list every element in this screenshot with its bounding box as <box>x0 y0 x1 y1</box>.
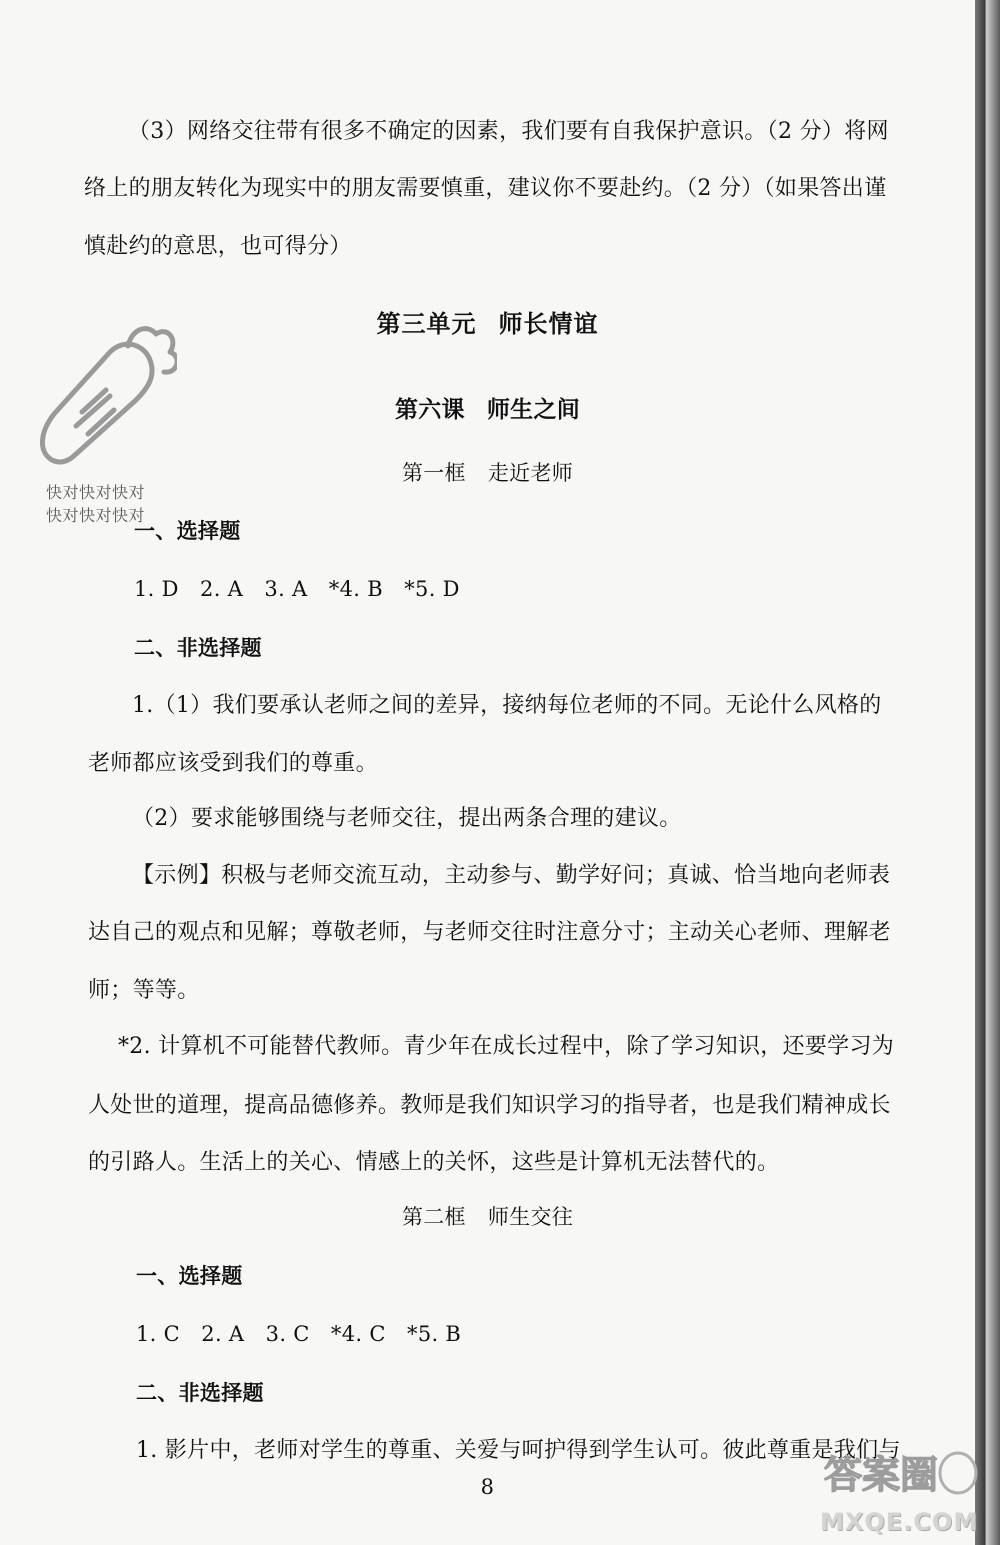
frame2-title-name: 师生交往 <box>487 1205 574 1229</box>
watermark-text-1: 快对快对快对 <box>46 483 146 502</box>
frame1-title-number: 第一框 <box>401 461 466 485</box>
frame1-choice-answers: 1. D 2. A 3. A *4. B *5. D <box>134 577 460 601</box>
para-top-line-2: 络上的朋友转化为现实中的朋友需要慎重，建议你不要赴约。（2 分）（如果答出谨 <box>84 176 887 201</box>
carrot-watermark-icon <box>32 322 177 472</box>
frame1-q1-line-2: 老师都应该受到我们的尊重。 <box>88 751 378 776</box>
page-edge <box>975 0 1000 1545</box>
site-logo-icon <box>820 1448 980 1498</box>
frame1-q1-line-1: 1.（1）我们要承认老师之间的差异，接纳每位老师的不同。无论什么风格的 <box>132 693 882 718</box>
frame1-section-nonchoice: 二、非选择题 <box>134 635 262 660</box>
frame2-section-choice: 一、选择题 <box>136 1263 243 1288</box>
frame2-choice-answers: 1. C 2. A 3. C *4. C *5. B <box>136 1322 462 1346</box>
unit-title-number: 第三单元 <box>376 309 477 338</box>
frame1-example-line-1: 【示例】积极与老师交流互动，主动参与、勤学好问；真诚、恰当地向老师表 <box>132 863 891 888</box>
lesson-title-name: 师生之间 <box>486 396 581 423</box>
frame1-example-line-2: 达自己的观点和见解；尊敬老师，与老师交往时注意分寸；主动关心老师、理解老 <box>88 920 891 945</box>
frame1-q2-line-1: *2. 计算机不可能替代教师。青少年在成长过程中，除了学习知识，还要学习为 <box>118 1034 895 1059</box>
para-top-line-1: （3）网络交往带有很多不确定的因素，我们要有自我保护意识。（2 分）将网 <box>128 119 889 144</box>
frame1-title-name: 走近老师 <box>487 461 574 485</box>
site-logo-text: 答案圈 <box>824 1453 939 1497</box>
frame1-q2-line-2: 人处世的道理，提高品德修养。教师是我们知识学习的指导者，也是我们精神成长 <box>88 1093 891 1118</box>
frame2-q1-line-1: 1. 影片中，老师对学生的尊重、关爱与呵护得到学生认可。彼此尊重是我们与 <box>136 1438 901 1463</box>
frame1-q2-line-3: 的引路人。生活上的关心、情感上的关怀，这些是计算机无法替代的。 <box>88 1150 780 1175</box>
site-url: MXQE.COM <box>820 1508 979 1536</box>
watermark-text-2: 快对快对快对 <box>46 506 146 525</box>
frame2-title-number: 第二框 <box>401 1205 466 1229</box>
unit-title-name: 师长情谊 <box>498 309 599 338</box>
para-top-line-3: 慎赴约的意思，也可得分） <box>84 234 352 259</box>
frame1-example-line-3: 师；等等。 <box>88 978 200 1003</box>
page-number: 8 <box>480 1475 495 1499</box>
frame1-section-choice: 一、选择题 <box>134 518 241 543</box>
lesson-title-number: 第六课 <box>394 396 465 423</box>
frame1-q1-part2: （2）要求能够围绕与老师交往，提出两条合理的建议。 <box>132 806 682 831</box>
frame2-title <box>0 1201 975 1231</box>
frame2-section-nonchoice: 二、非选择题 <box>136 1380 264 1405</box>
